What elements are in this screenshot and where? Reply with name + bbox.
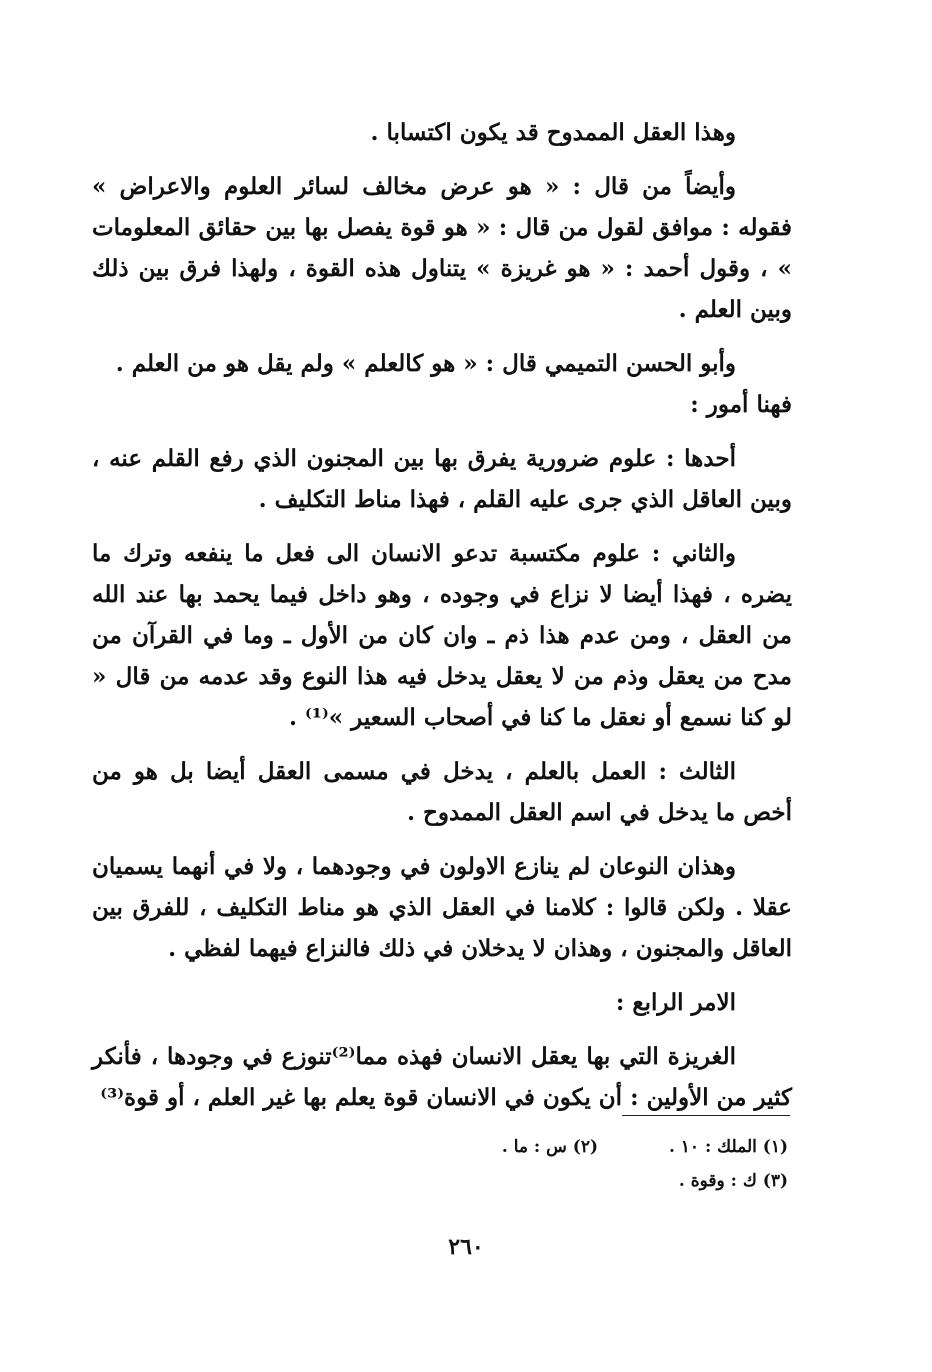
paragraph-5: أحدها : علوم ضرورية يفرق بها بين المجنون الذي رفع القلم عنه ، وبين العاقل الذي جرى عليه القلم ، فهذا مناط التكليف . [92,445,792,513]
paragraph-2: وأيضاً من قال : « هو عرض مخالف لسائر العلوم والاعراض » فقوله : موافق لقول من قال : « هو قوة يفصل بها بين حقائق المعلومات » ، وقول أحمد : « هو غريزة » يتناول هذه القوة ، ولهذا فرق بين ذلك وبين العلم . [92,173,792,323]
paragraph-4: فهنا أمور : [690,391,792,418]
paragraph-10: الغريزة التي بها يعقل الانسان فهذه مما⁽²⁾تنوزع في وجودها ، فأنكر كثير من الأولين : أن يكون في الانسان قوة يعلم بها غير العلم ، أو قوة⁽³⁾ [92,1043,792,1111]
paragraph-6: والثاني : علوم مكتسبة تدعو الانسان الى فعل ما ينفعه وترك ما يضره ، فهذا أيضا لا نزاع في وجوده ، وهو داخل فيما يحمد بها عند الله من العقل ، ومن عدم هذا ذم ـ وان كان من الأول ـ وما في القرآن من مدح من يعقل وذم من لا يعقل يدخل فيه هذا النوع وقد عدمه من قال « لو كنا نسمع أو نعقل ما كنا في أصحاب السعير »⁽¹⁾ . [92,540,792,731]
footnotes [380,1130,788,1198]
footnote-1: (١) الملك : ١٠ . [668,1137,788,1157]
paragraph-8: وهذان النوعان لم ينازع الاولون في وجودهما ، ولا في أنهما يسميان عقلا . ولكن قالوا : كلامنا في العقل الذي هو مناط التكليف ، للفرق بين العاقل والمجنون ، وهذان لا يدخلان في ذلك فالنزاع فيهما لفظي . [92,853,792,962]
footnote-2: (٢) س : ما . [501,1137,598,1157]
section-heading: الامر الرابع : [615,989,736,1016]
paragraph-3: وأبو الحسن التميمي قال : « هو كالعلم » ولم يقل هو من العلم . [115,350,736,377]
page-number: ٢٦٠ [448,1234,484,1260]
paragraph-7: الثالث : العمل بالعلم ، يدخل في مسمى العقل أيضا بل هو من أخص ما يدخل في اسم العقل الممدوح . [92,758,792,826]
main-text [92,112,792,1131]
footnote-row [380,1130,788,1164]
footnote-divider [622,1115,790,1116]
footnote-row [380,1164,788,1198]
footnote-3: (٣) ك : وقوة . [678,1171,788,1191]
paragraph-1: وهذا العقل الممدوح قد يكون اكتسابا . [370,119,736,146]
